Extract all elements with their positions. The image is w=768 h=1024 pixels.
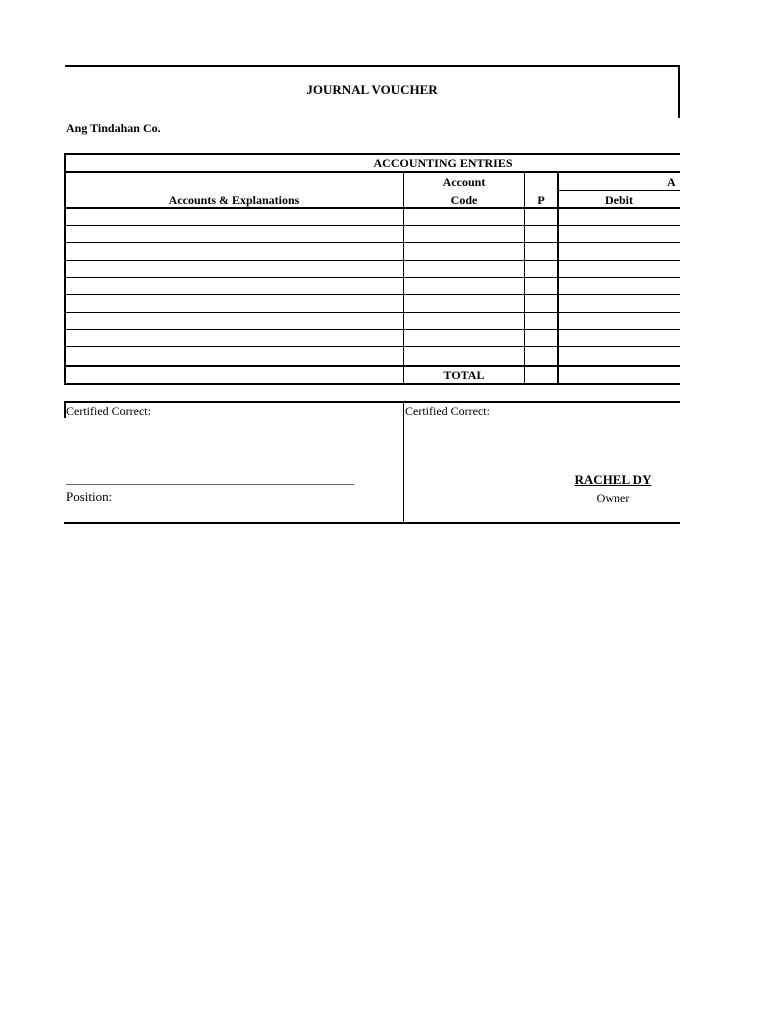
amount-subheader-line [558, 190, 680, 191]
section-title-divider [64, 171, 680, 173]
row-line [64, 277, 680, 278]
row-line [64, 329, 680, 330]
voucher-title: JOURNAL VOUCHER [306, 82, 438, 97]
cert-bottom-border [64, 522, 680, 524]
table-bottom-border [64, 383, 680, 385]
header-account-line2: Code [450, 193, 478, 207]
cert-top-border [64, 401, 680, 403]
table-top-border [64, 153, 680, 155]
row-line [64, 242, 680, 243]
cert-left-label: Certified Correct: [66, 404, 151, 418]
header-account-line1: Account [442, 175, 486, 189]
row-line [64, 346, 680, 347]
cert-right-title: Owner [596, 491, 630, 505]
section-title: ACCOUNTING ENTRIES [373, 156, 513, 170]
cert-right-label: Certified Correct: [405, 404, 490, 418]
table-left-border [64, 153, 66, 384]
header-amount-partial: A [667, 175, 676, 189]
company-name: Ang Tindahan Co. [66, 121, 161, 135]
header-accounts: Accounts & Explanations [168, 193, 300, 207]
total-label: TOTAL [443, 368, 485, 382]
top-border [65, 65, 680, 67]
row-line [64, 225, 680, 226]
cert-left-position-label: Position: [66, 489, 113, 504]
cert-left-signature-line: ________________________________________________ [66, 472, 354, 486]
header-p: P [537, 193, 545, 207]
header-debit: Debit [605, 193, 633, 207]
top-right-border [678, 65, 680, 118]
total-row-top [64, 365, 680, 367]
cert-middle-divider [403, 401, 404, 523]
row-line [64, 312, 680, 313]
row-line [64, 260, 680, 261]
row-line [64, 294, 680, 295]
cert-right-name: RACHEL DY [574, 472, 652, 487]
